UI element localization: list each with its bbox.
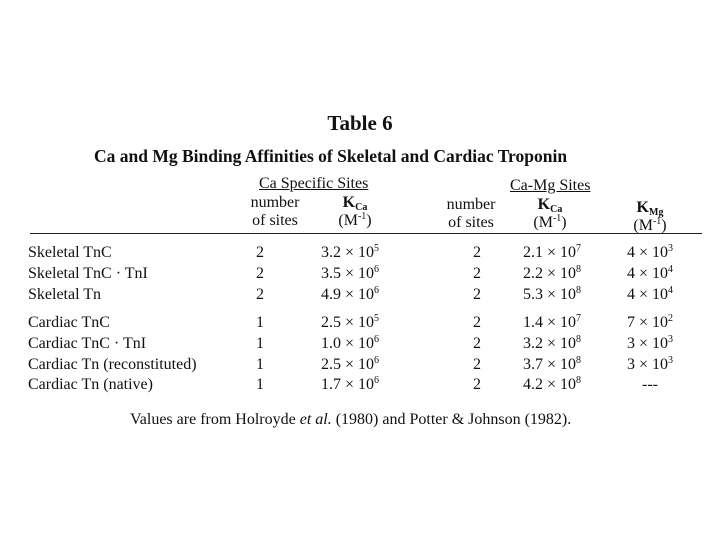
header-ca-number-of-sites [240,194,310,230]
cell-ca-sites [235,265,285,283]
cell-value: 2.2 × 10 [522,265,577,282]
group-header-ca-mg: Ca-Mg Sites [510,177,591,194]
header-unit: $(M^{-1})$ [338,211,372,229]
cell-value: 3.2 × 10 [522,335,577,352]
cell-camg-kca [512,244,592,262]
cell-exponent: 3 [668,243,674,254]
cell-exponent: 2 [668,313,674,324]
cell-exponent: 4 [668,285,674,296]
cell-value: 4.2 × 10 [522,376,577,393]
cell-kmg [615,356,685,374]
cell-kmg [615,265,685,283]
cell-camg-sites [452,314,502,332]
cell-ca-sites [235,335,285,353]
cell-exponent: 8 [576,334,582,345]
row-label: Skeletal Tn [28,286,102,303]
cell-exponent: 6 [374,264,380,275]
header-kmg [620,199,680,235]
cell-value: 1.7 × 10 [320,376,375,393]
row-label: Cardiac Tn (reconstituted) [28,356,197,373]
cell-exponent: 6 [374,285,380,296]
cell-ca-kca [310,265,390,283]
cell-value: 2 [473,286,481,303]
cell-value: 5.3 × 10 [522,286,577,303]
cell-exponent: 5 [374,243,380,254]
cell-ca-kca [310,314,390,332]
cell-kmg [615,244,685,262]
table-title: Table 6 [327,111,393,135]
header-line: number [250,194,300,211]
row-label: Skeletal TnC [28,244,112,261]
cell-value: 1 [256,335,264,352]
cell-exponent: 7 [576,243,582,254]
cell-value: 2 [473,265,481,282]
cell-camg-sites [452,244,502,262]
cell-value: 2 [473,376,481,393]
header-line: of sites [448,214,494,231]
cell-exponent: 7 [576,313,582,324]
cell-value: 2 [473,335,481,352]
header-camg-number-of-sites [436,196,506,232]
row-label: Skeletal TnC · TnI [28,265,148,282]
cell-value: 2 [256,265,264,282]
cell-exponent: 3 [668,355,674,366]
header-divider [30,233,702,234]
header-unit: $(M^{-1})$ [533,213,567,231]
cell-value: 2 [256,244,264,261]
header-kca-symbol: $K_{Ca}$ [537,196,563,215]
header-kmg-symbol: $K_{Mg}$ [636,199,664,218]
header-unit: $(M^{-1})$ [633,216,667,234]
cell-exponent: 6 [374,334,380,345]
cell-ca-sites [235,286,285,304]
cell-camg-kca [512,314,592,332]
cell-ca-kca [310,335,390,353]
header-ca-kca [325,194,385,230]
cell-value: 2 [473,244,481,261]
cell-value: 7 × 10 [626,314,669,331]
cell-value: 2 [473,314,481,331]
source-note: Values are from Holroyde et al. (1980) and Potter & Johnson (1982). [130,411,572,428]
cell-ca-kca [310,356,390,374]
header-line: of sites [252,212,298,229]
cell-exponent: 8 [576,375,582,386]
cell-value: 4 × 10 [626,265,669,282]
cell-value: --- [642,376,658,393]
cell-value: 3.2 × 10 [320,244,375,261]
cell-camg-kca [512,335,592,353]
cell-value: 1 [256,376,264,393]
cell-kmg [615,335,685,353]
cell-value: 4.9 × 10 [320,286,375,303]
cell-camg-kca [512,265,592,283]
cell-exponent: 8 [576,285,582,296]
table-subtitle: Ca and Mg Binding Affinities of Skeletal and Cardiac Troponin [94,146,568,166]
row-label: Cardiac Tn (native) [28,376,153,393]
cell-ca-kca [310,286,390,304]
cell-value: 2.5 × 10 [320,356,375,373]
cell-value: 2.5 × 10 [320,314,375,331]
cell-ca-kca [310,244,390,262]
row-label: Cardiac TnC [28,314,110,331]
cell-exponent: 8 [576,355,582,366]
cell-value: 3 × 10 [626,335,669,352]
cell-exponent: 5 [374,313,380,324]
cell-value: 2 [473,356,481,373]
cell-camg-sites [452,265,502,283]
cell-camg-sites [452,335,502,353]
cell-camg-sites [452,356,502,374]
cell-ca-sites [235,356,285,374]
cell-value: 1 [256,314,264,331]
cell-exponent: 6 [374,375,380,386]
cell-value: 3.7 × 10 [522,356,577,373]
cell-exponent: 3 [668,334,674,345]
cell-ca-sites [235,244,285,262]
cell-ca-kca [310,376,390,394]
cell-exponent: 4 [668,264,674,275]
cell-value: 4 × 10 [626,244,669,261]
cell-value: 4 × 10 [626,286,669,303]
cell-value: 1.0 × 10 [320,335,375,352]
cell-kmg [615,314,685,332]
cell-camg-kca [512,286,592,304]
cell-value: 3.5 × 10 [320,265,375,282]
group-header-ca-specific: Ca Specific Sites [259,175,369,192]
cell-camg-kca [512,376,592,394]
header-line: number [446,196,496,213]
cell-exponent: 8 [576,264,582,275]
cell-camg-sites [452,286,502,304]
cell-kmg [615,286,685,304]
cell-ca-sites [235,314,285,332]
cell-camg-sites [452,376,502,394]
cell-value: 1 [256,356,264,373]
header-camg-kca [520,196,580,232]
header-kca-symbol: $K_{Ca}$ [342,194,368,213]
cell-value: 3 × 10 [626,356,669,373]
cell-ca-sites [235,376,285,394]
cell-value: 2 [256,286,264,303]
cell-kmg [615,376,685,394]
cell-exponent: 6 [374,355,380,366]
cell-camg-kca [512,356,592,374]
cell-value: 2.1 × 10 [522,244,577,261]
cell-value: 1.4 × 10 [522,314,577,331]
row-label: Cardiac TnC · TnI [28,335,147,352]
